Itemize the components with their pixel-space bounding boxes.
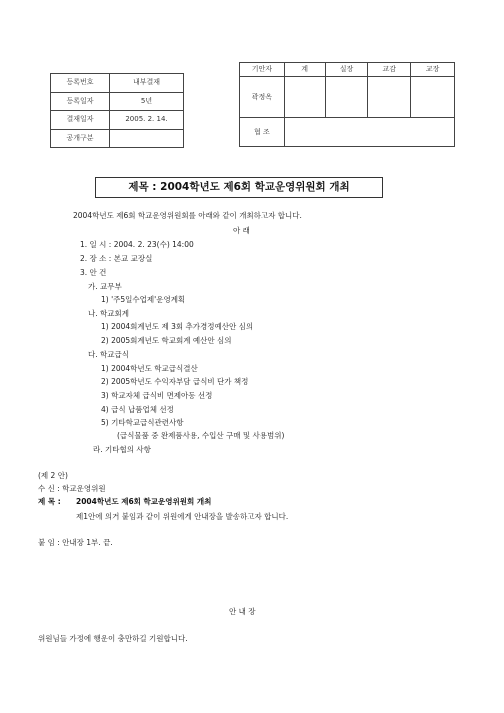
list-item: 다. 학교급식 [88, 350, 129, 359]
list-item: 나. 학교회계 [88, 309, 129, 318]
list-item: 4) 급식 납품업체 선정 [101, 405, 174, 414]
list-item: 1) 2004회계년도 제 3회 추가경정예산안 심의 [101, 322, 254, 331]
list-item: 가. 교무부 [88, 282, 122, 291]
approval-sign-row [240, 77, 455, 118]
document-title: 제목 : 2004학년도 제6회 학교운영위원회 개최 [95, 177, 383, 198]
list-item: 1) '주5일수업제'운영계획 [101, 295, 186, 304]
staff-sign-cell [284, 77, 325, 118]
cooperation-label: 협 조 [240, 118, 285, 147]
list-item: 5) 기타학교급식관련사항 [101, 418, 184, 427]
approval-date-label: 결재일자 [51, 111, 110, 130]
principal-sign-cell [411, 77, 455, 118]
drafter-header: 기안자 [240, 63, 285, 77]
disclosure-value [110, 129, 184, 148]
list-item: 1. 일 시 : 2004. 2. 23(수) 14:00 [80, 240, 194, 249]
list-item: 3) 학교자체 급식비 면제아동 선정 [101, 391, 213, 400]
second-draft-body: 제1안에 의거 붙임과 같이 위원에게 안내장을 발송하고자 합니다. [76, 512, 289, 521]
approval-date-value: 2005. 2. 14. [110, 111, 184, 130]
list-item: 2) 2005학년도 수익자부담 급식비 단가 책정 [101, 377, 249, 386]
drafter-name: 곽정옥 [240, 77, 285, 118]
second-draft-title-label: 제 목 : [38, 497, 61, 506]
list-item: (급식물품 중 완제품사용, 수입산 구매 및 사용범위) [117, 431, 285, 440]
greeting-text: 위원님들 가정에 행운이 충만하길 기원합니다. [38, 634, 188, 643]
registration-date-value: 5년 [110, 92, 184, 111]
registration-date-label: 등록일자 [51, 92, 110, 111]
second-draft-label: (제 2 안) [38, 471, 68, 480]
registration-table [50, 73, 184, 148]
disclosure-label: 공개구분 [51, 129, 110, 148]
registration-number-label: 등록번호 [51, 74, 110, 93]
principal-header: 교장 [411, 63, 455, 77]
list-item: 3. 안 건 [80, 268, 107, 277]
list-item: 라. 기타협의 사항 [93, 445, 151, 454]
below-heading: 아 래 [233, 226, 250, 235]
table-row [51, 111, 184, 130]
vice-principal-sign-cell [368, 77, 411, 118]
intro-text: 2004학년도 제6회 학교운영위원회를 아래와 같이 개최하고자 합니다. [73, 211, 302, 220]
table-row [51, 74, 184, 93]
vice-principal-header: 교감 [368, 63, 411, 77]
cooperation-cell [284, 118, 454, 147]
approval-table [239, 62, 455, 147]
director-header: 실장 [325, 63, 368, 77]
approval-header-row [240, 63, 455, 77]
table-row [51, 129, 184, 148]
recipient-line: 수 신 : 학교운영위원 [38, 484, 106, 493]
list-item: 1) 2004학년도 학교급식결산 [101, 364, 198, 373]
notice-heading: 안 내 장 [229, 607, 256, 616]
staff-header: 계 [284, 63, 325, 77]
table-row [51, 92, 184, 111]
second-draft-title: 2004학년도 제6회 학교운영위원회 개최 [76, 497, 212, 506]
list-item: 2) 2005회계년도 학교회계 예산안 심의 [101, 336, 232, 345]
attachment-line: 붙 임 : 안내장 1부. 끝. [38, 538, 113, 547]
cooperation-row [240, 118, 455, 147]
list-item: 2. 장 소 : 본교 교장실 [80, 254, 153, 263]
registration-number-value: 내부결재 [110, 74, 184, 93]
director-sign-cell [325, 77, 368, 118]
